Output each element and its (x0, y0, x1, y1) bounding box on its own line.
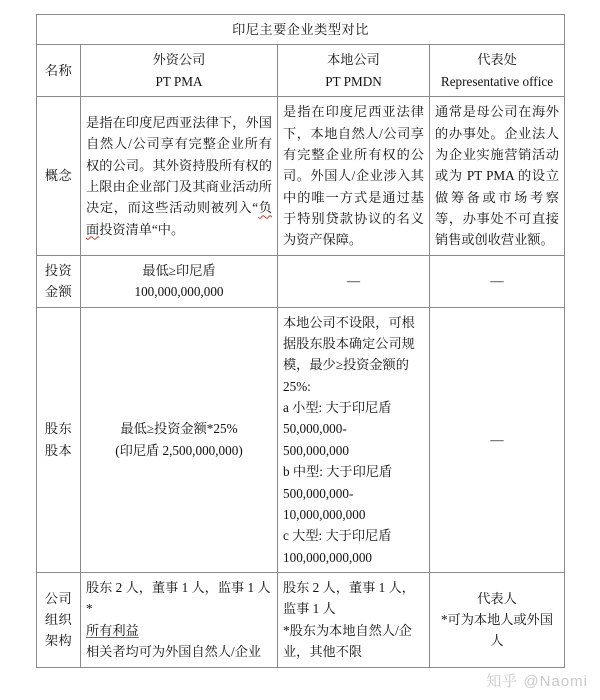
comparison-table-wrapper (36, 14, 564, 668)
investment-amount-pma-line1: 最低≥印尼盾 (142, 262, 216, 278)
row-label-org-structure: 公司组织架构 (37, 573, 81, 668)
column-header-label: 名称 (37, 45, 81, 97)
table-title-row (37, 15, 565, 45)
cell-investment-amount-rep: — (430, 255, 565, 307)
underlined-term: 所有利益 (86, 622, 139, 638)
cell-org-structure-rep: 代表人 *可为本地人或外国 人 (430, 573, 565, 668)
table-row-concept (37, 97, 565, 256)
row-label-concept: 概念 (37, 97, 81, 256)
underlined-term: 负面 (86, 200, 272, 237)
table-row-shareholder-capital (37, 307, 565, 573)
table-header-row (37, 45, 565, 97)
table-row-org-structure (37, 573, 565, 668)
column-header-rep-cn: 代表处 (477, 52, 517, 68)
cell-concept-pma: 是指在印度尼西亚法律下，外国自然人/公司享有完整企业所有权的公司。其外资持股所有权的上限由企业部门及其商业活动所决定，而这些活动则被列入“负面投资清单“中。 (81, 97, 278, 256)
watermark: 知乎 @Naomi (486, 673, 588, 690)
cell-shareholder-capital-pmdn: 本地公司不设限，可根 据股东股本确定公司规 模，最少≥投资金额的 25%: a 小型: 大于印尼盾 50,000,000- 500,000,000 b 中型: 大于印尼盾 500,000,000- 10,000,000,000 c 大型: 大于印尼盾 100,000,000,000 (278, 307, 430, 573)
cell-concept-pmdn: 是指在印度尼西亚法律下，本地自然人/公司享有完整企业所有权的公司。外国人/企业涉入其中的唯一方式是通过基于特别贷款协议的名义为资产保障。 (278, 97, 430, 256)
column-header-pmdn (278, 45, 430, 97)
row-label-shareholder-capital: 股东股本 (37, 307, 81, 573)
investment-amount-pma-line2: 100,000,000,000 (134, 284, 224, 300)
shareholder-capital-pma-line2: (印尼盾 2,500,000,000) (115, 442, 243, 458)
cell-concept-rep: 通常是母公司在海外的办事处。企业法人为企业实施营销活动或为 PT PMA 的设立做筹备或市场考察等，办事处不可直接销售或创收营业额。 (430, 97, 565, 256)
cell-org-structure-pmdn: 股东 2 人，董事 1 人， 监事 1 人 *股东为本地自然人/企 业，其他不限 (278, 573, 430, 668)
column-header-pma (81, 45, 278, 97)
column-header-pmdn-en: PT PMDN (325, 73, 382, 89)
table-row-investment-amount (37, 255, 565, 307)
cell-investment-amount-pmdn: — (278, 255, 430, 307)
column-header-pma-en: PT PMA (155, 73, 203, 89)
cell-shareholder-capital-rep: — (430, 307, 565, 573)
column-header-rep (430, 45, 565, 97)
column-header-pmdn-cn: 本地公司 (327, 52, 380, 68)
shareholder-capital-pma-line1: 最低≥投资金额*25% (120, 421, 238, 437)
row-label-investment-amount: 投资金额 (37, 255, 81, 307)
column-header-rep-en: Representative office (440, 73, 554, 89)
cell-shareholder-capital-pma (81, 307, 278, 573)
comparison-table (36, 14, 565, 668)
page-title: 印尼主要企业类型对比 (37, 15, 565, 45)
column-header-pma-cn: 外资公司 (152, 52, 206, 68)
cell-org-structure-pma: 股东 2 人，董事 1 人，监事 1 人 * 所有利益 相关者均可为外国自然人/企业 (81, 573, 278, 668)
cell-investment-amount-pma (81, 255, 278, 307)
